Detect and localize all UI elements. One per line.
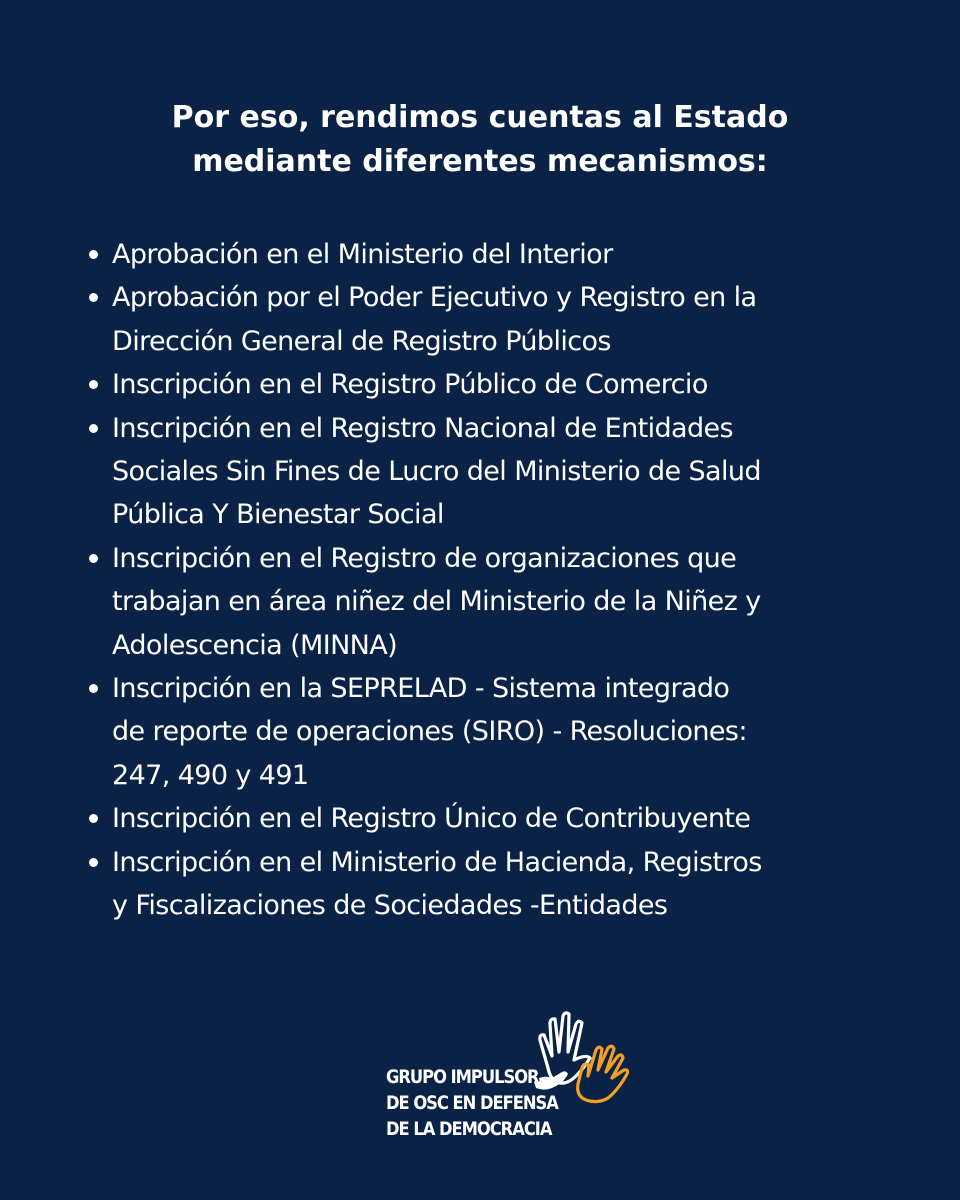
list-item	[112, 407, 902, 537]
title-line-1: Por eso, rendimos cuentas al Estado	[171, 100, 789, 135]
bullet-icon	[89, 424, 98, 433]
list-item-text: trabajan en área niñez del Ministerio de la Niñez y	[112, 586, 761, 618]
list-item-text: Adolescencia (MINNA)	[112, 629, 398, 661]
list-item-text: de reporte de operaciones (SIRO) - Resoluciones:	[112, 716, 747, 748]
mechanism-list	[112, 233, 902, 928]
list-item-text: Inscripción en el Registro Público de Comercio	[112, 369, 708, 401]
bullet-icon	[89, 380, 98, 389]
list-item-text: Inscripción en el Ministerio de Hacienda, Registros	[112, 846, 762, 878]
list-item-text: Inscripción en el Registro Único de Contribuyente	[112, 803, 751, 835]
list-item	[112, 841, 902, 928]
list-item-text: Inscripción en el Registro Nacional de Entidades	[112, 412, 733, 444]
list-item	[112, 233, 902, 276]
bullet-icon	[89, 293, 98, 302]
bullet-icon	[89, 554, 98, 563]
list-item-text: 247, 490 y 491	[112, 759, 309, 791]
bullet-icon	[89, 684, 98, 693]
page-title	[0, 96, 960, 184]
bullet-icon	[89, 858, 98, 867]
list-item	[112, 276, 902, 363]
list-item-text: y Fiscalizaciones de Sociedades -Entidades	[112, 890, 668, 922]
list-item-text: Pública Y Bienestar Social	[112, 499, 444, 531]
list-item-text: Aprobación por el Poder Ejecutivo y Registro en la	[112, 282, 757, 314]
list-item-text: Dirección General de Registro Públicos	[112, 325, 611, 357]
bullet-icon	[89, 814, 98, 823]
logo-line-2: DE OSC EN DEFENSA	[386, 1092, 558, 1114]
logo-text	[386, 1064, 558, 1142]
list-item	[112, 667, 902, 797]
list-item-text: Sociales Sin Fines de Lucro del Ministerio de Salud	[112, 456, 761, 488]
organization-logo	[386, 1010, 636, 1150]
list-item	[112, 363, 902, 406]
list-item	[112, 537, 902, 667]
list-item	[112, 797, 902, 840]
list-item-text: Aprobación en el Ministerio del Interior	[112, 239, 613, 270]
list-item-text: Inscripción en la SEPRELAD - Sistema integrado	[112, 673, 730, 705]
logo-line-1: GRUPO IMPULSOR	[386, 1066, 539, 1088]
logo-line-3: DE LA DEMOCRACIA	[386, 1118, 552, 1140]
list-item-text: Inscripción en el Registro de organizaciones que	[112, 542, 737, 574]
title-line-2: mediante diferentes mecanismos:	[192, 144, 768, 179]
bullet-icon	[89, 250, 98, 259]
